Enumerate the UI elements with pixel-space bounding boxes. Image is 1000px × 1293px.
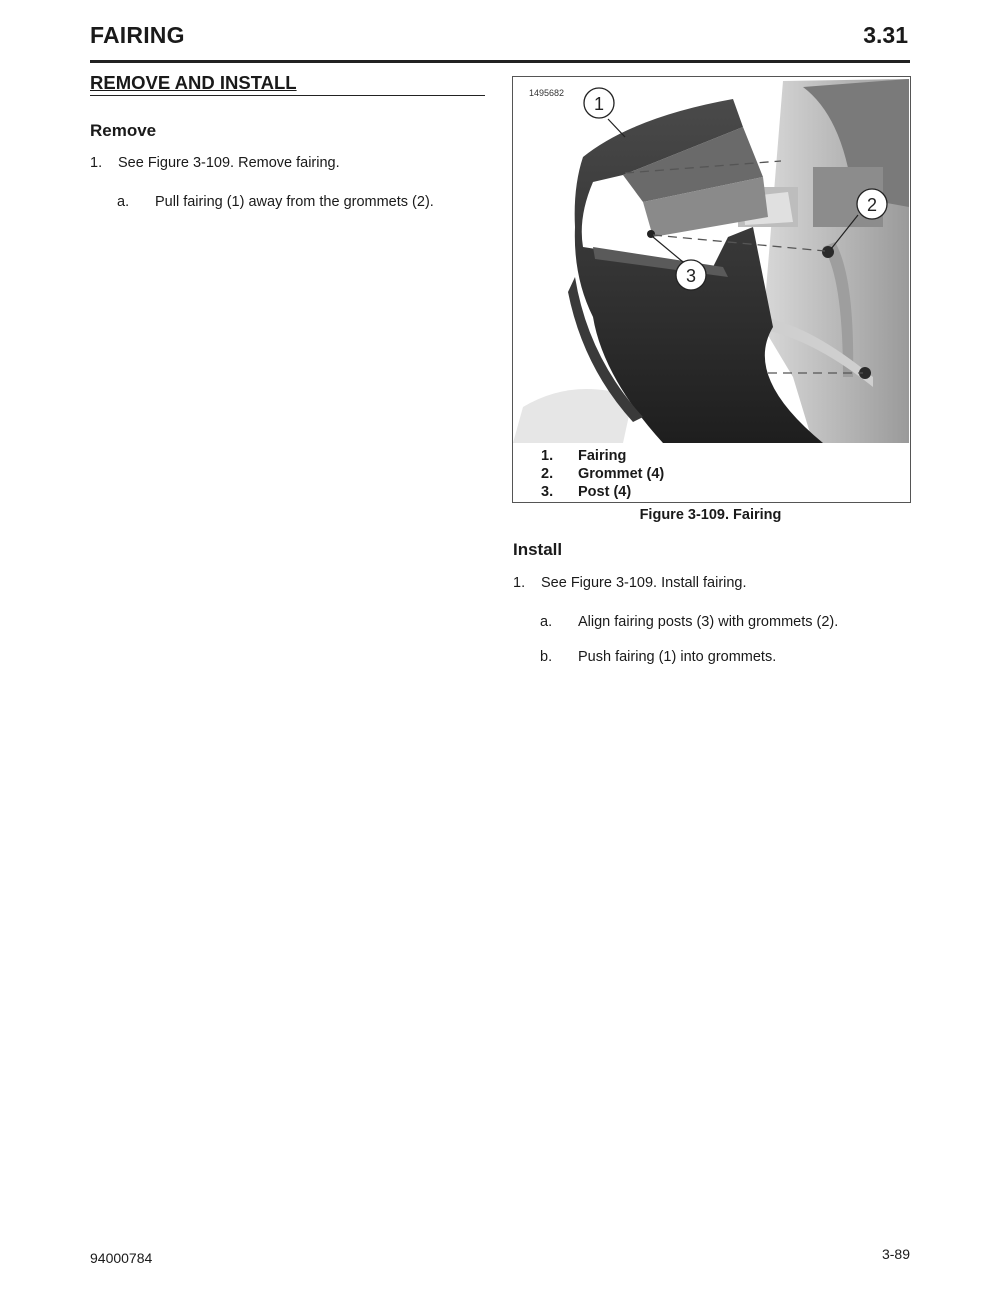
remove-step-1-text: See Figure 3-109. Remove fairing. (118, 155, 340, 171)
figure-id-label: 1495682 (529, 88, 565, 98)
install-step-1-text: See Figure 3-109. Install fairing. (541, 575, 747, 591)
remove-heading: Remove (90, 121, 157, 140)
figure-caption: Figure 3-109. Fairing (639, 507, 782, 523)
section-title: REMOVE AND INSTALL (90, 72, 485, 96)
legend-item-label: Post (4) (578, 484, 632, 500)
legend-item-number: 3. (541, 484, 554, 500)
callout-2-label: 2 (866, 195, 878, 215)
install-step-1b-letter: b. (540, 649, 553, 665)
header-rule (90, 60, 910, 63)
install-step-1a-letter: a. (540, 614, 553, 630)
legend-item-number: 1. (541, 448, 554, 464)
legend-item-label: Grommet (4) (578, 466, 665, 482)
callout-3-label: 3 (685, 266, 697, 286)
legend-item-number: 2. (541, 466, 554, 482)
remove-step-1a-letter: a. (117, 194, 130, 210)
install-step-1-number: 1. (513, 575, 526, 591)
page-header-title: FAIRING (90, 22, 185, 48)
callout-1-label: 1 (593, 94, 605, 114)
footer-doc-number: 94000784 (90, 1250, 153, 1266)
install-heading: Install (513, 540, 563, 559)
install-step-1a-text: Align fairing posts (3) with grommets (2). (578, 614, 839, 630)
legend-item-label: Fairing (578, 448, 627, 464)
fairing-photo (513, 77, 910, 447)
footer-page-number: 3-89 (881, 1246, 910, 1262)
remove-step-1-number: 1. (90, 155, 103, 171)
install-step-1b-text: Push fairing (1) into grommets. (578, 649, 777, 665)
page-header-section-number: 3.31 (863, 22, 908, 48)
figure-box (512, 76, 911, 503)
remove-step-1a-text: Pull fairing (1) away from the grommets (2). (155, 194, 434, 210)
